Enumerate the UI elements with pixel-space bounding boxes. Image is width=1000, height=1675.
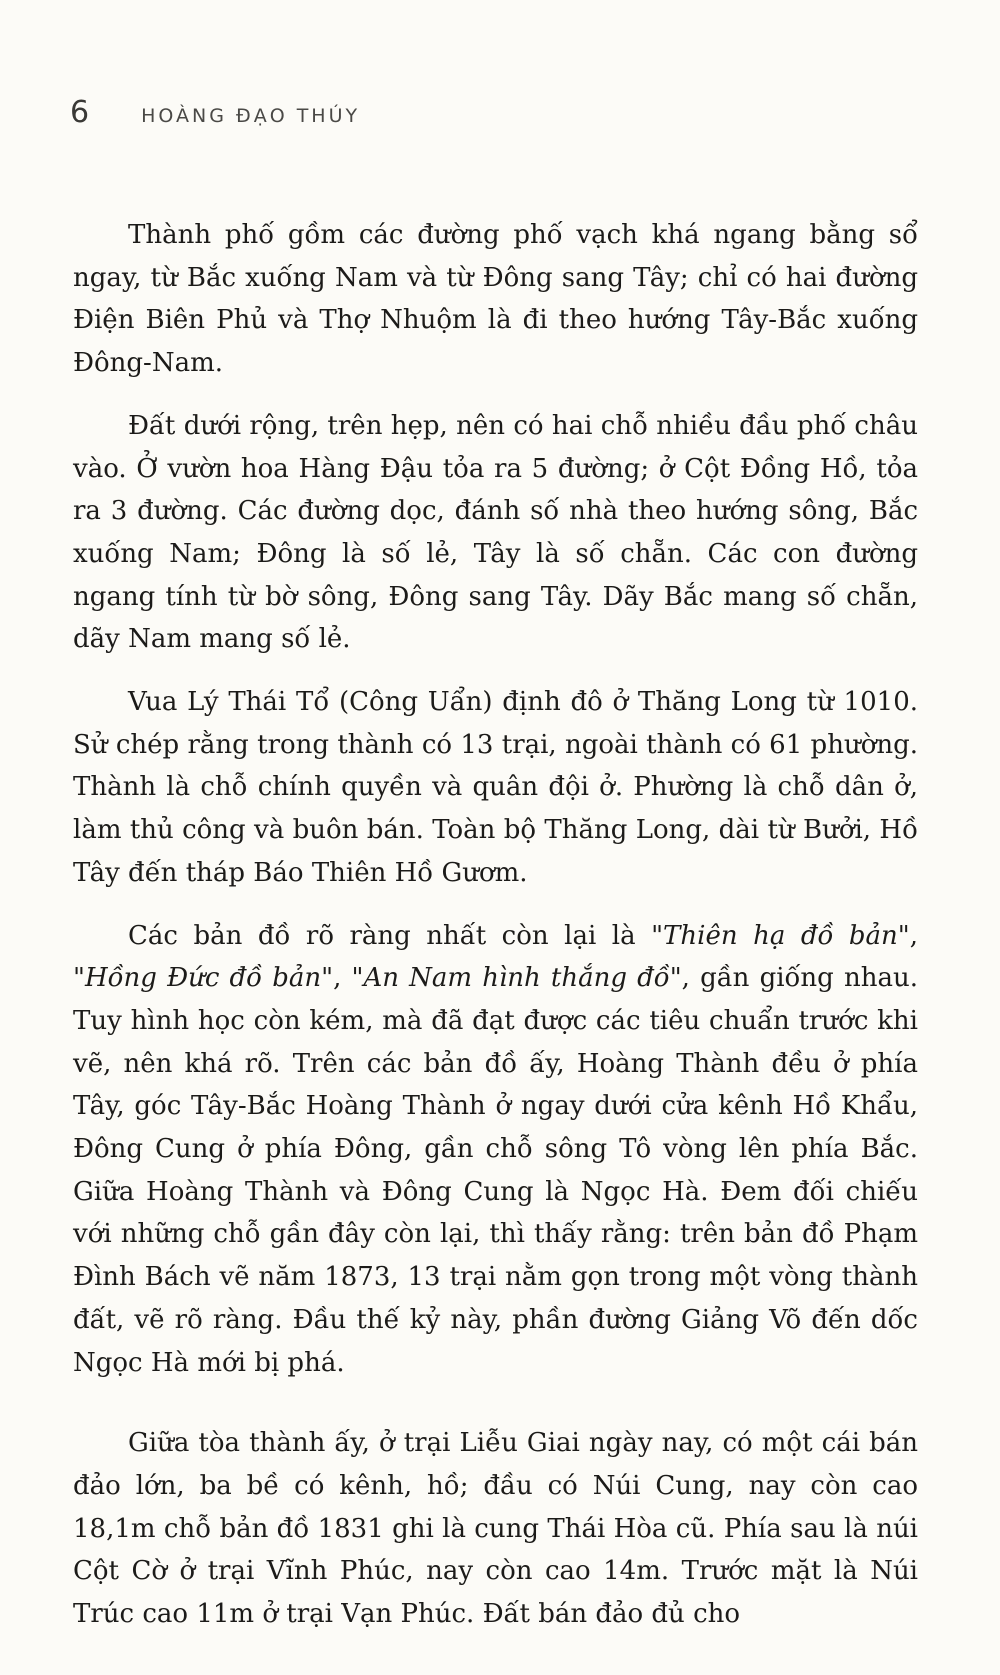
map-title-thien-ha: "Thiên hạ đồ bản"	[651, 920, 910, 951]
paragraph-2: Đất dưới rộng, trên hẹp, nên có hai chỗ nhiều đầu phố châu vào. Ở vườn hoa Hàng Đậu tỏa ra 5 đường; ở Cột Đồng Hồ, tỏa ra 3 đường. Các đường dọc, đánh số nhà theo hướng sông, Bắc xuống Nam; Đông là số lẻ, Tây là số chẵn. Các con đường ngang tính từ bờ sông, Đông sang Tây. Dãy Bắc mang số chẵn, dãy Nam mang số lẻ.	[73, 410, 918, 655]
paragraph-3: Vua Lý Thái Tổ (Công Uẩn) định đô ở Thăng Long từ 1010. Sử chép rằng trong thành có 13 trại, ngoài thành có 61 phường. Thành là chỗ chính quyền và quân đội ở. Phường là chỗ dân ở, làm thủ công và buôn bán. Toàn bộ Thăng Long, dài từ Bưởi, Hồ Tây đến tháp Báo Thiên Hồ Gươm.	[73, 687, 918, 888]
map-title-an-nam: "An Nam hình thắng đồ"	[351, 963, 682, 994]
paragraph-4-intro: Các bản đồ rõ ràng nhất còn lại là	[128, 920, 652, 951]
separator: ,	[333, 963, 352, 994]
map-title-hong-duc: "Hồng Đức đồ bản"	[73, 963, 334, 994]
page-number: 6	[70, 95, 90, 130]
paragraph-4-rest: , gần giống nhau. Tuy hình học còn kém, mà đã đạt được các tiêu chuẩn trước khi vẽ, nên khá rõ. Trên các bản đồ ấy, Hoàng Thành đều ở phía Tây, góc Tây-Bắc Hoàng Thành ở ngay dưới cửa kênh Hồ Khẩu, Đông Cung ở phía Đông, gần chỗ sông Tô vòng lên phía Bắc. Giữa Hoàng Thành và Đông Cung là Ngọc Hà. Đem đối chiếu với những chỗ gần đây còn lại, thì thấy rằng: trên bản đồ Phạm Đình Bách vẽ năm 1873, 13 trại nằm gọn trong một vòng thành đất, vẽ rõ ràng. Đầu thế kỷ này, phần đường Giảng Võ đến dốc Ngọc Hà mới bị phá.	[73, 963, 918, 1378]
paragraph-5: Giữa tòa thành ấy, ở trại Liễu Giai ngày nay, có một cái bán đảo lớn, ba bề có kênh, hồ; đầu có Núi Cung, nay còn cao 18,1m chỗ bản đồ 1831 ghi là cung Thái Hòa cũ. Phía sau là núi Cột Cờ ở trại Vĩnh Phúc, nay còn cao 14m. Trước mặt là Núi Trúc cao 11m ở trại Vạn Phúc. Đất bán đảo đủ cho	[73, 1428, 918, 1630]
separator: ,	[909, 920, 918, 951]
paragraph-1: Thành phố gồm các đường phố vạch khá ngang bằng sổ ngay, từ Bắc xuống Nam và từ Đông sang Tây; chỉ có hai đường Điện Biên Phủ và Thợ Nhuộm là đi theo hướng Tây-Bắc xuống Đông-Nam.	[73, 220, 918, 379]
body-text	[73, 214, 918, 1656]
paragraph-4	[73, 915, 918, 1385]
page-header	[70, 95, 360, 135]
running-head: HOÀNG ĐẠO THÚY	[141, 105, 361, 127]
